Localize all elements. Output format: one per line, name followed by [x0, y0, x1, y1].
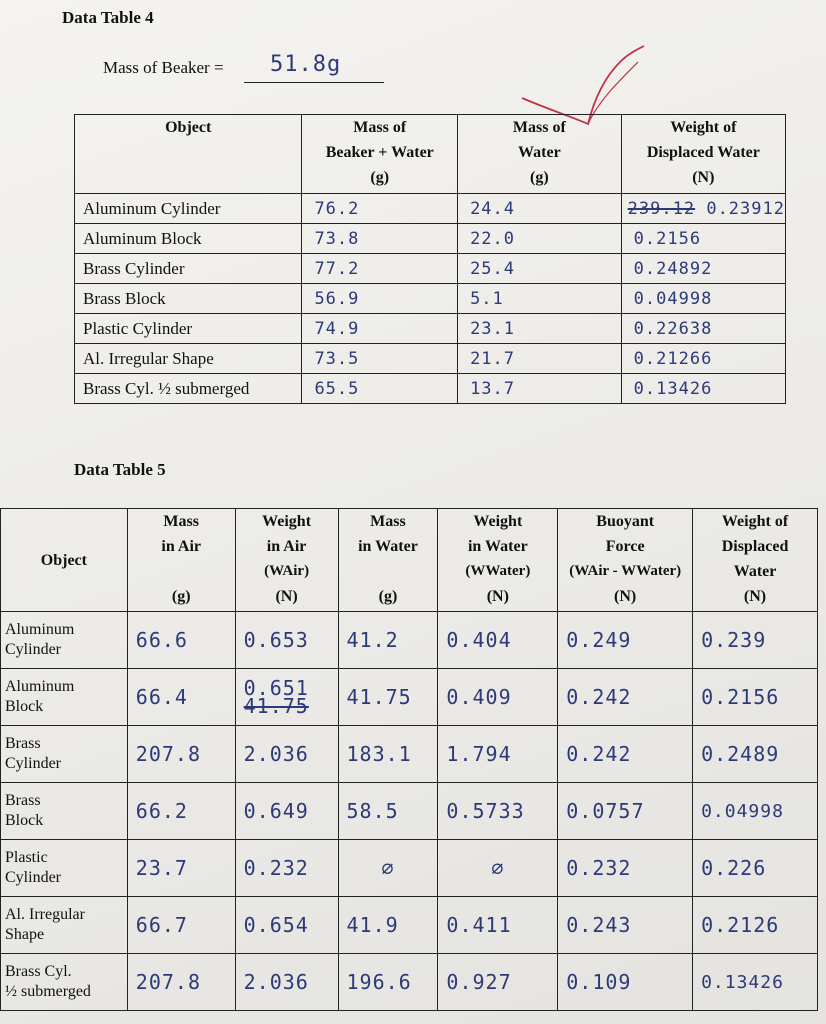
- table5-buoyant-cell: 0.242: [558, 726, 693, 783]
- table5-mass-air-cell: 207.8: [127, 726, 235, 783]
- table5-mass-air-cell: 66.2: [127, 783, 235, 840]
- table4-object-cell: Brass Block: [75, 284, 302, 314]
- table4-weight-cell: 0.24892: [621, 254, 785, 284]
- table5-header-weight-water: Weight in Water (WWater) (N): [438, 509, 558, 612]
- table4-water-cell: 5.1: [458, 284, 622, 314]
- table5-header-displaced: Weight of Displaced Water (N): [693, 509, 818, 612]
- table4-object-cell: Brass Cyl. ½ submerged: [75, 374, 302, 404]
- table5-object-cell: Brass Cyl. ½ submerged: [1, 954, 128, 1011]
- table5-object-cell: Aluminum Block: [1, 669, 128, 726]
- table4-header-object: Object: [75, 115, 302, 194]
- table5-mass-water-cell: 196.6: [338, 954, 438, 1011]
- table5-object-cell: Al. Irregular Shape: [1, 897, 128, 954]
- struck-value: 239.12: [627, 198, 696, 219]
- table5-weight-water-cell: 0.409: [438, 669, 558, 726]
- table-row: [1, 954, 818, 1011]
- table-row: [75, 314, 786, 344]
- table5-object-cell: Brass Block: [1, 783, 128, 840]
- table5-mass-water-cell: 58.5: [338, 783, 438, 840]
- table5-header-mass-water: Mass in Water (g): [338, 509, 438, 612]
- data-table-5: [0, 508, 818, 1011]
- table4-water-cell: 25.4: [458, 254, 622, 284]
- table4-header-row: [75, 115, 786, 194]
- table4-weight-cell: 239.12 0.23912: [621, 194, 785, 224]
- table-row: [75, 374, 786, 404]
- table-row: [1, 726, 818, 783]
- table4-weight-cell: 0.2156: [621, 224, 785, 254]
- table5-buoyant-cell: 0.242: [558, 669, 693, 726]
- table5-mass-air-cell: 207.8: [127, 954, 235, 1011]
- mass-of-beaker-label: Mass of Beaker =: [103, 58, 224, 77]
- table4-object-cell: Aluminum Block: [75, 224, 302, 254]
- table-row: [1, 669, 818, 726]
- table4-weight-cell: 0.21266: [621, 344, 785, 374]
- table4-water-cell: 24.4: [458, 194, 622, 224]
- table5-displaced-cell: 0.2489: [693, 726, 818, 783]
- table-row: [75, 254, 786, 284]
- table5-mass-air-cell: 66.7: [127, 897, 235, 954]
- table4-object-cell: Brass Cylinder: [75, 254, 302, 284]
- table5-header-mass-air: Mass in Air (g): [127, 509, 235, 612]
- table4-weight-cell: 0.22638: [621, 314, 785, 344]
- table4-water-cell: 13.7: [458, 374, 622, 404]
- table4-beaker-water-cell: 76.2: [302, 194, 458, 224]
- table5-buoyant-cell: 0.232: [558, 840, 693, 897]
- table5-buoyant-cell: 0.243: [558, 897, 693, 954]
- table5-buoyant-cell: 0.109: [558, 954, 693, 1011]
- table5-header-object: Object: [1, 509, 128, 612]
- table4-beaker-water-cell: 74.9: [302, 314, 458, 344]
- table4-header-weight: Weight of Displaced Water (N): [621, 115, 785, 194]
- table4-header-beaker-water: Mass of Beaker + Water (g): [302, 115, 458, 194]
- data-table-4: [74, 114, 786, 404]
- table4-beaker-water-cell: 77.2: [302, 254, 458, 284]
- table5-weight-air-cell: 0.653: [235, 612, 338, 669]
- table4-object-cell: Plastic Cylinder: [75, 314, 302, 344]
- table4-water-cell: 22.0: [458, 224, 622, 254]
- table5-displaced-cell: 0.226: [693, 840, 818, 897]
- table5-weight-water-cell: 1.794: [438, 726, 558, 783]
- table5-object-cell: Brass Cylinder: [1, 726, 128, 783]
- table5-mass-air-cell: 66.4: [127, 669, 235, 726]
- table-row: [1, 840, 818, 897]
- table5-weight-air-cell: 0.651 41.75: [235, 669, 338, 726]
- table5-displaced-cell: 0.04998: [693, 783, 818, 840]
- table5-weight-water-cell: 0.404: [438, 612, 558, 669]
- table5-header-buoyant-force: Buoyant Force (WAir - WWater) (N): [558, 509, 693, 612]
- table5-header-row: [1, 509, 818, 612]
- table4-object-cell: Aluminum Cylinder: [75, 194, 302, 224]
- table5-weight-water-cell: ∅: [438, 840, 558, 897]
- mass-of-beaker-underline: [244, 82, 384, 83]
- mass-of-beaker-value: 51.8g: [270, 52, 342, 77]
- table-row: [75, 224, 786, 254]
- table-row: [1, 783, 818, 840]
- table4-water-cell: 23.1: [458, 314, 622, 344]
- table5-mass-air-cell: 66.6: [127, 612, 235, 669]
- table5-displaced-cell: 0.13426: [693, 954, 818, 1011]
- table-row: [1, 897, 818, 954]
- table4-water-cell: 21.7: [458, 344, 622, 374]
- table4-beaker-water-cell: 73.5: [302, 344, 458, 374]
- table5-object-cell: Aluminum Cylinder: [1, 612, 128, 669]
- table4-beaker-water-cell: 56.9: [302, 284, 458, 314]
- table5-weight-water-cell: 0.5733: [438, 783, 558, 840]
- table-row: [75, 284, 786, 314]
- table5-weight-air-cell: 0.649: [235, 783, 338, 840]
- table5-title: Data Table 5: [74, 460, 166, 479]
- table5-mass-air-cell: 23.7: [127, 840, 235, 897]
- table5-weight-air-cell: 0.232: [235, 840, 338, 897]
- table5-displaced-cell: 0.2156: [693, 669, 818, 726]
- table4-weight-cell: 0.13426: [621, 374, 785, 404]
- table5-mass-water-cell: 41.2: [338, 612, 438, 669]
- table5-buoyant-cell: 0.0757: [558, 783, 693, 840]
- table4-beaker-water-cell: 73.8: [302, 224, 458, 254]
- table-row: [75, 344, 786, 374]
- table4-header-water: Mass of Water (g): [458, 115, 622, 194]
- table-row: [75, 194, 786, 224]
- table5-object-cell: Plastic Cylinder: [1, 840, 128, 897]
- table5-header-weight-air: Weight in Air (WAir) (N): [235, 509, 338, 612]
- table5-weight-water-cell: 0.411: [438, 897, 558, 954]
- table5-weight-air-cell: 2.036: [235, 954, 338, 1011]
- table4-beaker-water-cell: 65.5: [302, 374, 458, 404]
- table4-title: Data Table 4: [62, 8, 154, 27]
- table4-object-cell: Al. Irregular Shape: [75, 344, 302, 374]
- struck-value: 41.75: [243, 694, 309, 718]
- table5-mass-water-cell: 183.1: [338, 726, 438, 783]
- table5-mass-water-cell: 41.9: [338, 897, 438, 954]
- table-row: [1, 612, 818, 669]
- table5-weight-air-cell: 2.036: [235, 726, 338, 783]
- table5-mass-water-cell: ∅: [338, 840, 438, 897]
- table5-displaced-cell: 0.2126: [693, 897, 818, 954]
- table5-buoyant-cell: 0.249: [558, 612, 693, 669]
- table5-mass-water-cell: 41.75: [338, 669, 438, 726]
- table5-displaced-cell: 0.239: [693, 612, 818, 669]
- table5-weight-air-cell: 0.654: [235, 897, 338, 954]
- table4-weight-cell: 0.04998: [621, 284, 785, 314]
- table5-weight-water-cell: 0.927: [438, 954, 558, 1011]
